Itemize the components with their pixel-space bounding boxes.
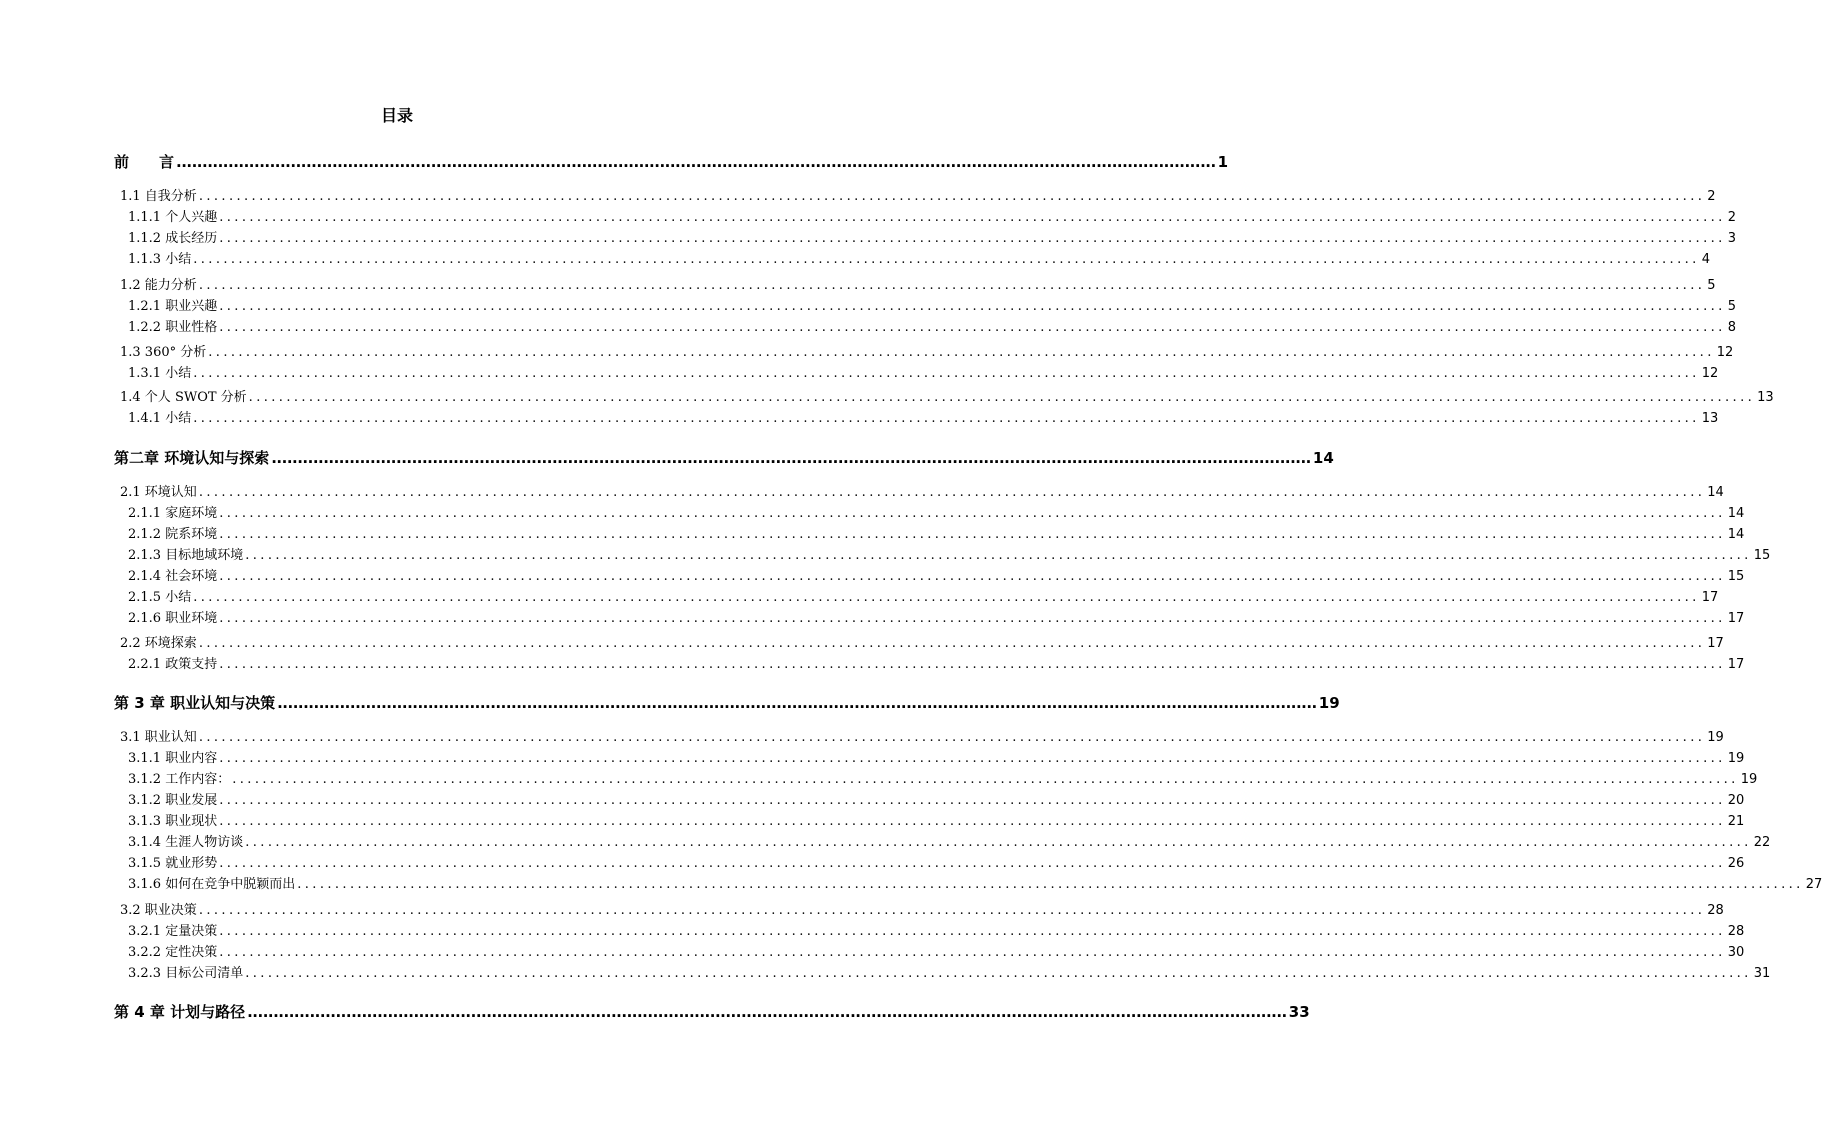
toc-entry-label: 前 言: [114, 153, 175, 171]
toc-entry-page-number: 13: [1757, 390, 1774, 405]
toc-entry-label: 1.3 360° 分析: [120, 345, 207, 360]
toc-chapter-entry[interactable]: [114, 1001, 1310, 1023]
toc-entry-label: 3.1.1 职业内容: [128, 751, 218, 766]
toc-subsection-entry[interactable]: [128, 770, 1758, 790]
toc-entry-label: 2.1.2 院系环境: [128, 527, 218, 542]
toc-dot-leader: ........................................................................................................................................................................................................: [198, 189, 1706, 204]
toc-entry-page-number: 14: [1727, 506, 1745, 521]
toc-entry-label: 3.1.2 职业发展: [128, 793, 218, 808]
toc-entry-label: 3.1.2 工作内容：: [128, 772, 231, 787]
toc-subsection-entry[interactable]: [128, 208, 1736, 228]
toc-section-entry[interactable]: [120, 343, 1734, 363]
toc-entry-label: 3.1.4 生涯人物访谈: [128, 835, 244, 850]
toc-dot-leader: ........................................................................................................................................................................................................: [219, 945, 1726, 960]
toc-entry-page-number: 5: [1707, 278, 1716, 293]
toc-dot-leader: ........................................................................................................................................................................................................: [193, 366, 1700, 381]
toc-dot-leader: ........................................................................................................................................................................................................: [219, 210, 1726, 225]
toc-dot-leader: ........................................................................................................................................................................................................: [193, 252, 1700, 267]
toc-entry-page-number: 14: [1707, 485, 1724, 500]
toc-dot-leader: ........................................................................................................................................................................................................: [247, 1003, 1287, 1021]
toc-entry-label: 1.1.1 个人兴趣: [128, 210, 218, 225]
toc-entry-page-number: 4: [1701, 252, 1710, 267]
toc-entry-label: 3.1.5 就业形势: [128, 856, 218, 871]
toc-entry-label: 1.2.2 职业性格: [128, 320, 218, 335]
toc-dot-leader: ........................................................................................................................................................................................................: [219, 924, 1726, 939]
toc-section-entry[interactable]: [120, 483, 1724, 503]
toc-entry-page-number: 15: [1753, 548, 1771, 563]
toc-dot-leader: ........................................................................................................................................................................................................: [297, 877, 1804, 892]
toc-dot-leader: ........................................................................................................................................................................................................: [208, 345, 1715, 360]
toc-dot-leader: ........................................................................................................................................................................................................: [219, 527, 1726, 542]
toc-entry-label: 2.1.5 小结: [128, 590, 192, 605]
toc-section-entry[interactable]: [120, 388, 1774, 408]
toc-chapter-entry[interactable]: [114, 447, 1334, 469]
toc-entry-page-number: 17: [1727, 657, 1745, 672]
toc-section-entry[interactable]: [120, 728, 1724, 748]
toc-subsection-entry[interactable]: [128, 229, 1736, 249]
toc-entry-label: 2.1.3 目标地域环境: [128, 548, 244, 563]
toc-entry-label: 2.2.1 政策支持: [128, 657, 218, 672]
toc-dot-leader: ........................................................................................................................................................................................................: [219, 611, 1726, 626]
toc-subsection-entry[interactable]: [128, 588, 1719, 608]
toc-section-entry[interactable]: [120, 634, 1724, 654]
toc-entry-label: 3.2.3 目标公司清单: [128, 966, 244, 981]
toc-entry-page-number: 8: [1727, 320, 1736, 335]
toc-entry-label: 2.1.6 职业环境: [128, 611, 218, 626]
toc-entry-label: 2.1.4 社会环境: [128, 569, 218, 584]
toc-subsection-entry[interactable]: [128, 854, 1745, 874]
toc-entry-page-number: 26: [1727, 856, 1745, 871]
toc-dot-leader: ........................................................................................................................................................................................................: [198, 903, 1706, 918]
toc-entry-label: 1.1.2 成长经历: [128, 231, 218, 246]
toc-entry-page-number: 19: [1707, 730, 1724, 745]
toc-dot-leader: ........................................................................................................................................................................................................: [198, 636, 1706, 651]
toc-entry-label: 3.2.1 定量决策: [128, 924, 218, 939]
toc-section-entry[interactable]: [120, 901, 1724, 921]
toc-entry-page-number: 28: [1727, 924, 1745, 939]
toc-entry-label: 1.2.1 职业兴趣: [128, 299, 218, 314]
toc-entry-label: 1.1.3 小结: [128, 252, 192, 267]
toc-dot-leader: ........................................................................................................................................................................................................: [248, 390, 1756, 405]
toc-entry-page-number: 33: [1288, 1003, 1310, 1021]
toc-dot-leader: ........................................................................................................................................................................................................: [245, 548, 1752, 563]
toc-entry-page-number: 27: [1805, 877, 1822, 892]
toc-entry-page-number: 22: [1753, 835, 1771, 850]
toc-entry-page-number: 31: [1753, 966, 1771, 981]
toc-entry-page-number: 12: [1701, 366, 1719, 381]
toc-entry-page-number: 17: [1707, 636, 1724, 651]
toc-dot-leader: ........................................................................................................................................................................................................: [193, 590, 1700, 605]
toc-entry-page-number: 20: [1727, 793, 1745, 808]
toc-entry-label: 3.1.3 职业现状: [128, 814, 218, 829]
toc-dot-leader: ........................................................................................................................................................................................................: [219, 657, 1726, 672]
toc-subsection-entry[interactable]: [128, 875, 1822, 895]
toc-subsection-entry[interactable]: [128, 609, 1745, 629]
toc-chapter-entry[interactable]: [114, 151, 1229, 173]
toc-subsection-entry[interactable]: [128, 409, 1719, 429]
toc-entry-label: 2.1.1 家庭环境: [128, 506, 218, 521]
toc-entry-page-number: 19: [1740, 772, 1758, 787]
toc-subsection-entry[interactable]: [128, 833, 1771, 853]
toc-dot-leader: ........................................................................................................................................................................................................: [198, 278, 1706, 293]
toc-entry-label: 第 4 章 计划与路径: [114, 1003, 246, 1021]
toc-dot-leader: ........................................................................................................................................................................................................: [198, 730, 1706, 745]
toc-entry-page-number: 13: [1701, 411, 1719, 426]
toc-entry-label: 3.2 职业决策: [120, 903, 197, 918]
toc-dot-leader: ........................................................................................................................................................................................................: [219, 299, 1726, 314]
toc-entry-page-number: 2: [1707, 189, 1716, 204]
toc-dot-leader: ........................................................................................................................................................................................................: [219, 814, 1726, 829]
toc-dot-leader: ........................................................................................................................................................................................................: [219, 751, 1726, 766]
toc-entry-page-number: 15: [1727, 569, 1745, 584]
toc-dot-leader: ........................................................................................................................................................................................................: [232, 772, 1739, 787]
toc-entry-label: 1.1 自我分析: [120, 189, 197, 204]
toc-entry-page-number: 17: [1701, 590, 1719, 605]
toc-entry-page-number: 5: [1727, 299, 1736, 314]
toc-dot-leader: ........................................................................................................................................................................................................: [245, 966, 1752, 981]
toc-subsection-entry[interactable]: [128, 964, 1771, 984]
toc-subsection-entry[interactable]: [128, 318, 1736, 338]
toc-chapter-entry[interactable]: [114, 692, 1340, 714]
toc-dot-leader: ........................................................................................................................................................................................................: [277, 694, 1317, 712]
toc-entry-page-number: 14: [1727, 527, 1745, 542]
toc-dot-leader: ........................................................................................................................................................................................................: [245, 835, 1752, 850]
toc-dot-leader: ........................................................................................................................................................................................................: [193, 411, 1700, 426]
toc-subsection-entry[interactable]: [128, 250, 1710, 270]
toc-dot-leader: ........................................................................................................................................................................................................: [219, 320, 1726, 335]
toc-dot-leader: ........................................................................................................................................................................................................: [219, 856, 1726, 871]
toc-dot-leader: ........................................................................................................................................................................................................: [219, 569, 1726, 584]
toc-subsection-entry[interactable]: [128, 655, 1745, 675]
toc-entry-page-number: 28: [1707, 903, 1724, 918]
toc-entry-page-number: 30: [1727, 945, 1745, 960]
toc-subsection-entry[interactable]: [128, 922, 1745, 942]
toc-entry-label: 1.4 个人 SWOT 分析: [120, 390, 247, 405]
toc-section-entry[interactable]: [120, 187, 1716, 207]
toc-subsection-entry[interactable]: [128, 749, 1745, 769]
toc-entry-page-number: 1: [1217, 153, 1229, 171]
toc-entry-page-number: 12: [1716, 345, 1734, 360]
toc-entry-page-number: 14: [1312, 449, 1334, 467]
toc-subsection-entry[interactable]: [128, 943, 1745, 963]
toc-entry-page-number: 3: [1727, 231, 1736, 246]
toc-entry-label: 3.2.2 定性决策: [128, 945, 218, 960]
toc-subsection-entry[interactable]: [128, 567, 1745, 587]
toc-entry-page-number: 19: [1318, 694, 1340, 712]
toc-subsection-entry[interactable]: [128, 525, 1745, 545]
toc-entry-label: 1.3.1 小结: [128, 366, 192, 381]
toc-dot-leader: ........................................................................................................................................................................................................: [219, 506, 1726, 521]
toc-title: 目录: [380, 106, 413, 125]
toc-dot-leader: ........................................................................................................................................................................................................: [176, 153, 1216, 171]
toc-entry-label: 3.1 职业认知: [120, 730, 197, 745]
toc-subsection-entry[interactable]: [128, 812, 1745, 832]
toc-entry-label: 第 3 章 职业认知与决策: [114, 694, 276, 712]
toc-dot-leader: ........................................................................................................................................................................................................: [198, 485, 1706, 500]
toc-entry-label: 1.4.1 小结: [128, 411, 192, 426]
toc-entry-page-number: 2: [1727, 210, 1736, 225]
toc-dot-leader: ........................................................................................................................................................................................................: [219, 231, 1726, 246]
toc-entry-page-number: 17: [1727, 611, 1745, 626]
toc-subsection-entry[interactable]: [128, 297, 1736, 317]
toc-section-entry[interactable]: [120, 276, 1716, 296]
toc-dot-leader: ........................................................................................................................................................................................................: [271, 449, 1311, 467]
toc-entry-label: 3.1.6 如何在竞争中脱颖而出: [128, 877, 296, 892]
toc-entry-label: 2.2 环境探索: [120, 636, 197, 651]
toc-entry-label: 2.1 环境认知: [120, 485, 197, 500]
toc-entry-page-number: 21: [1727, 814, 1745, 829]
toc-subsection-entry[interactable]: [128, 504, 1745, 524]
toc-subsection-entry[interactable]: [128, 364, 1719, 384]
toc-entry-page-number: 19: [1727, 751, 1745, 766]
toc-entry-label: 1.2 能力分析: [120, 278, 197, 293]
toc-subsection-entry[interactable]: [128, 791, 1745, 811]
toc-dot-leader: ........................................................................................................................................................................................................: [219, 793, 1726, 808]
toc-entry-label: 第二章 环境认知与探索: [114, 449, 270, 467]
toc-subsection-entry[interactable]: [128, 546, 1771, 566]
